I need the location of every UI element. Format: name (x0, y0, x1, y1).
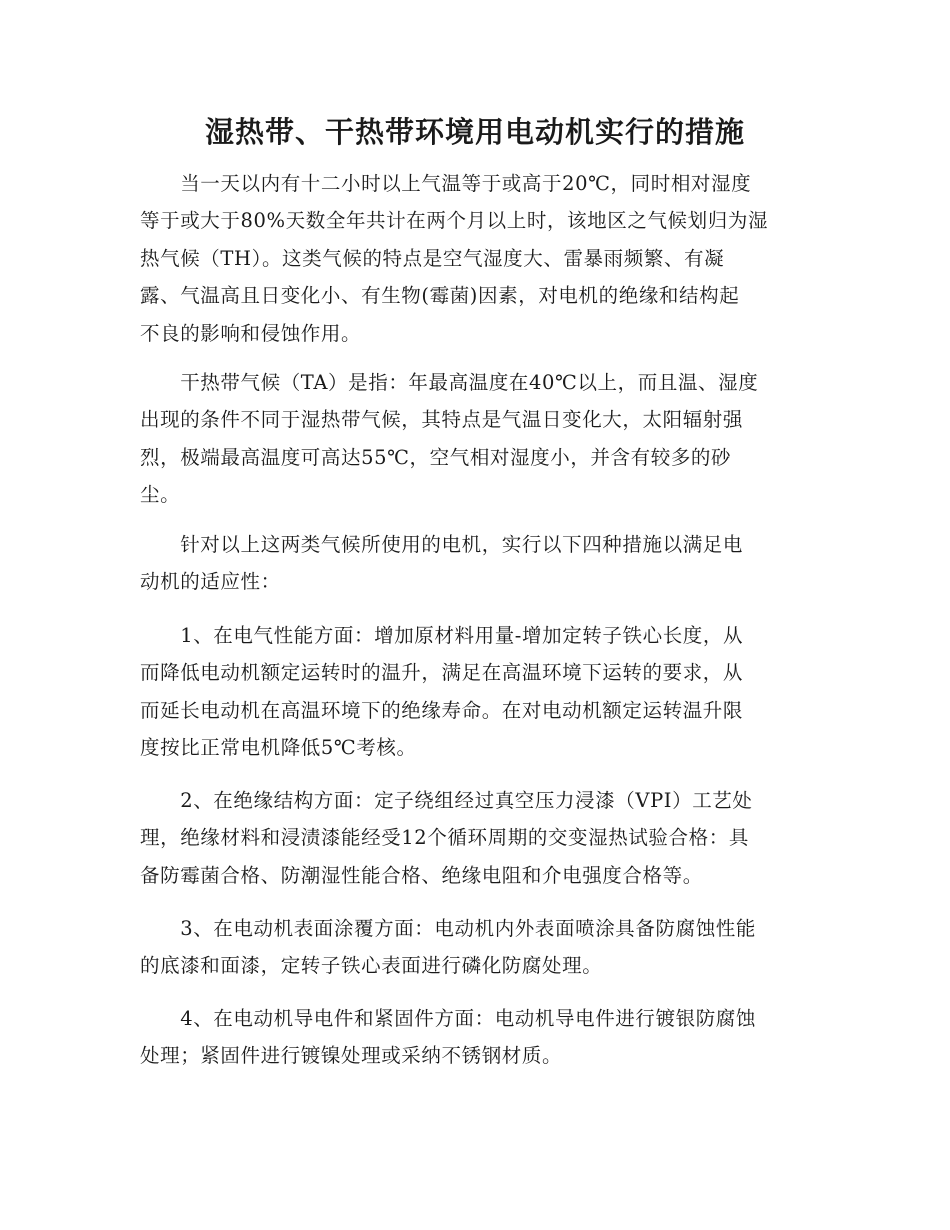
text-line: 4、在电动机导电件和紧固件方面：电动机导电件进行镀银防腐蚀 (140, 1007, 757, 1030)
paragraph-dry-climate (140, 364, 810, 514)
paragraph-measure-1 (140, 617, 810, 767)
text-line: 度按比正常电机降低5℃考核。 (140, 736, 417, 760)
text-line: 动机的适应性： (140, 570, 281, 594)
text-line: 针对以上这两类气候所使用的电机，实行以下四种措施以满足电 (140, 533, 744, 556)
text-line: 处理；紧固件进行镀镍处理或采纳不锈钢材质。 (140, 1044, 563, 1068)
text-line: 露、气温高且日变化小、有生物(霉菌)因素，对电机的绝缘和结构起 (140, 284, 740, 308)
text-line: 热气候（TH）。这类气候的特点是空气湿度大、雷暴雨频繁、有凝 (140, 246, 725, 270)
document-title: 湿热带、干热带环境用电动机实行的措施 (204, 115, 745, 149)
text-line: 而延长电动机在高温环境下的绝缘寿命。在对电动机额定运转温升限 (140, 698, 744, 722)
text-line: 尘。 (140, 483, 181, 507)
text-line: 当一天以内有十二小时以上气温等于或高于20℃，同时相对湿度 (140, 172, 752, 195)
text-line: 出现的条件不同于湿热带气候，其特点是气温日变化大，太阳辐射强 (140, 408, 744, 432)
text-line: 不良的影响和侵蚀作用。 (140, 321, 362, 345)
paragraph-measure-4 (140, 1000, 810, 1075)
text-line: 等于或大于80%天数全年共计在两个月以上时，该地区之气候划归为湿 (140, 209, 769, 233)
paragraph-measure-3 (140, 910, 810, 985)
text-line: 干热带气候（TA）是指：年最高温度在40℃以上，而且温、湿度 (140, 371, 759, 394)
text-line: 的底漆和面漆，定转子铁心表面进行磷化防腐处理。 (140, 954, 603, 978)
text-line: 理，绝缘材料和浸渍漆能经受12个循环周期的交变湿热试验合格：具 (140, 826, 749, 850)
text-line: 而降低电动机额定运转时的温升，满足在高温环境下运转的要求，从 (140, 661, 744, 685)
text-line: 烈，极端最高温度可高达55℃，空气相对湿度小，并含有较多的砂 (140, 445, 732, 469)
paragraph-measures-intro (140, 526, 810, 601)
text-line: 备防霉菌合格、防潮湿性能合格、绝缘电阻和介电强度合格等。 (140, 863, 703, 887)
paragraph-humid-climate (140, 165, 810, 352)
text-line: 3、在电动机表面涂覆方面：电动机内外表面喷涂具备防腐蚀性能 (140, 917, 757, 940)
text-line: 1、在电气性能方面：增加原材料用量-增加定转子铁心长度，从 (140, 624, 744, 647)
text-line: 2、在绝缘结构方面：定子绕组经过真空压力浸漆（VPI）工艺处 (140, 789, 753, 812)
paragraph-measure-2 (140, 782, 810, 894)
